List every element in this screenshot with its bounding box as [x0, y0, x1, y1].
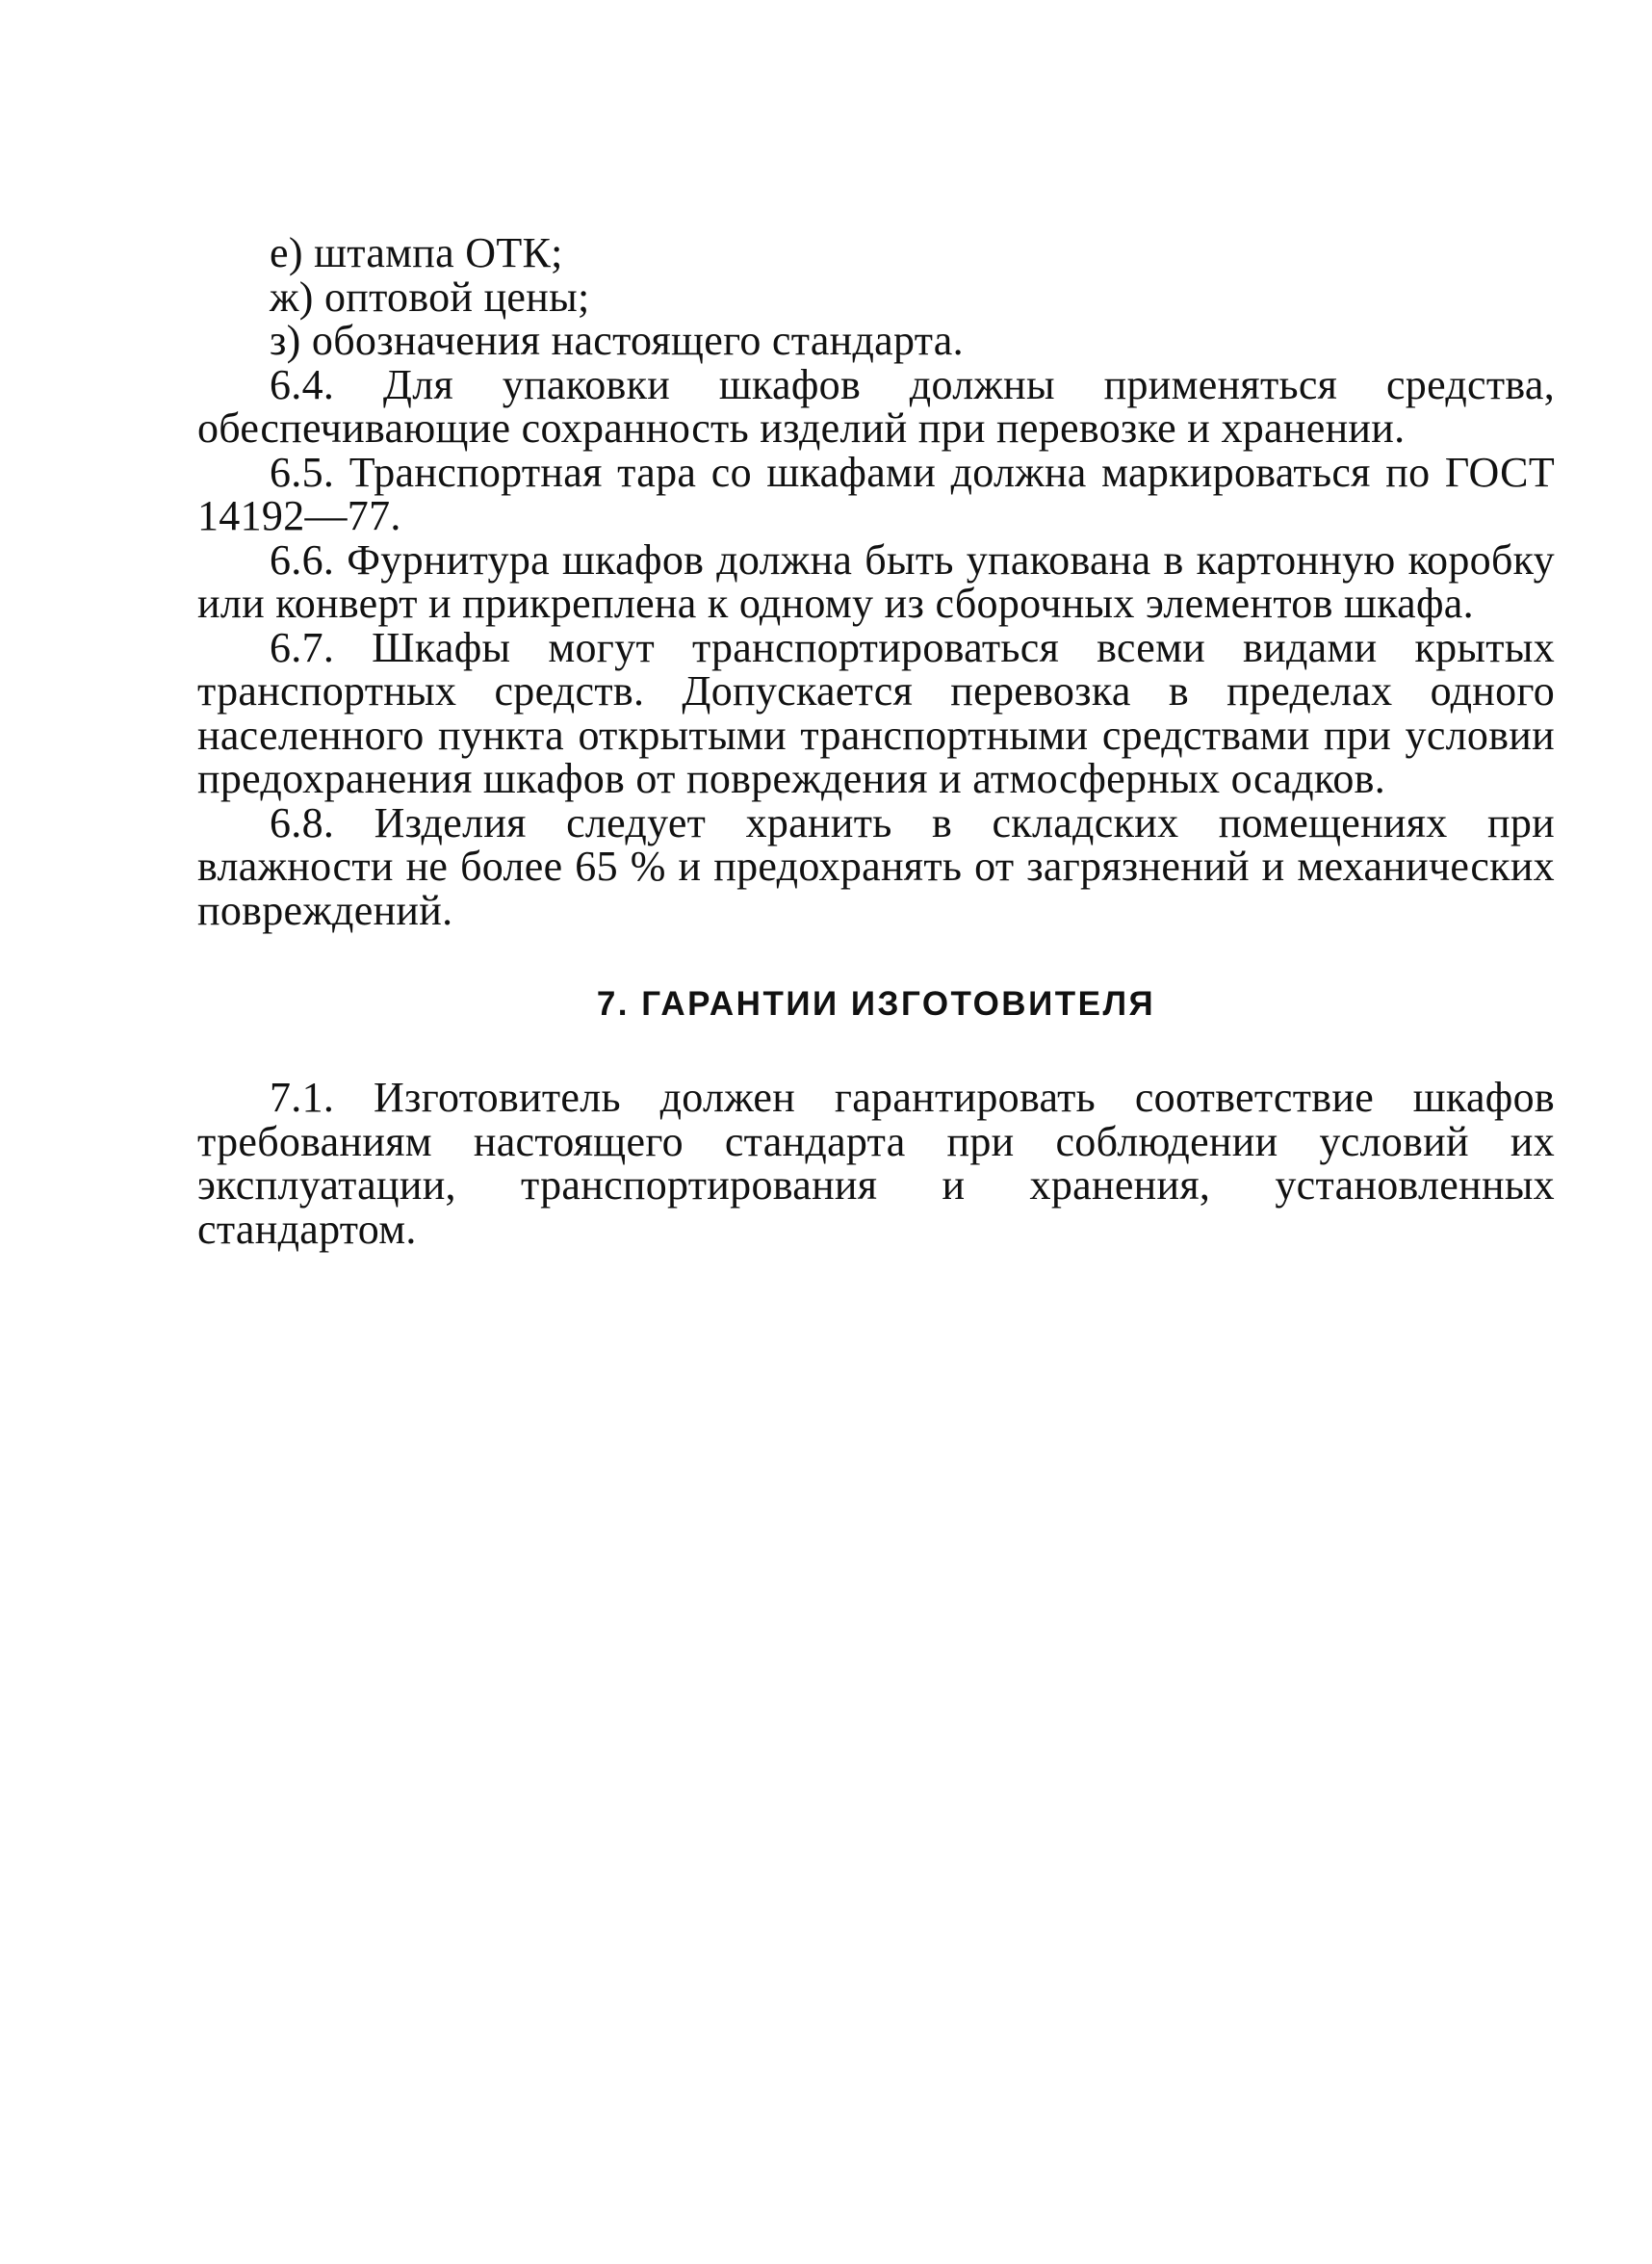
clause-7-1: 7.1. Изготовитель должен гарантировать соответствие шкафов требованиям настоящего стандарта при соблюдении условий их эксплуатации, транспортирования и хранения, установленных стандартом. [197, 1074, 1555, 1253]
clause-6-7: 6.7. Шкафы могут транспортироваться всеми видами крытых транспортных средств. Допускается перевозка в пределах одного населенного пункта открытыми транспортными средствами при условии предохранения шкафов от повреждения и атмосферных осадков. [197, 623, 1555, 802]
list-item-z: з) обозначения настоящего стандарта. [270, 317, 964, 364]
clause-6-6: 6.6. Фурнитура шкафов должна быть упакована в картонную коробку или конверт и прикреплена к одному из сборочных элементов шкафа. [197, 535, 1555, 627]
document-body [197, 231, 1555, 1251]
clause-6-5: 6.5. Транспортная тара со шкафами должна маркироваться по ГОСТ 14192—77. [197, 448, 1555, 539]
list-item-zh: ж) оптовой цены; [270, 273, 590, 321]
list-item-e: е) штампа ОТК; [270, 229, 563, 276]
clause-6-8: 6.8. Изделия следует хранить в складских помещениях при влажности не более 65 % и предохранять от загрязнений и механических повреждений. [197, 798, 1555, 934]
section-7-heading: 7. ГАРАНТИИ ИЗГОТОВИТЕЛЯ [596, 985, 1156, 1023]
clause-6-4: 6.4. Для упаковки шкафов должны применяться средства, обеспечивающие сохранность изделий при перевозке и хранении. [197, 360, 1555, 452]
